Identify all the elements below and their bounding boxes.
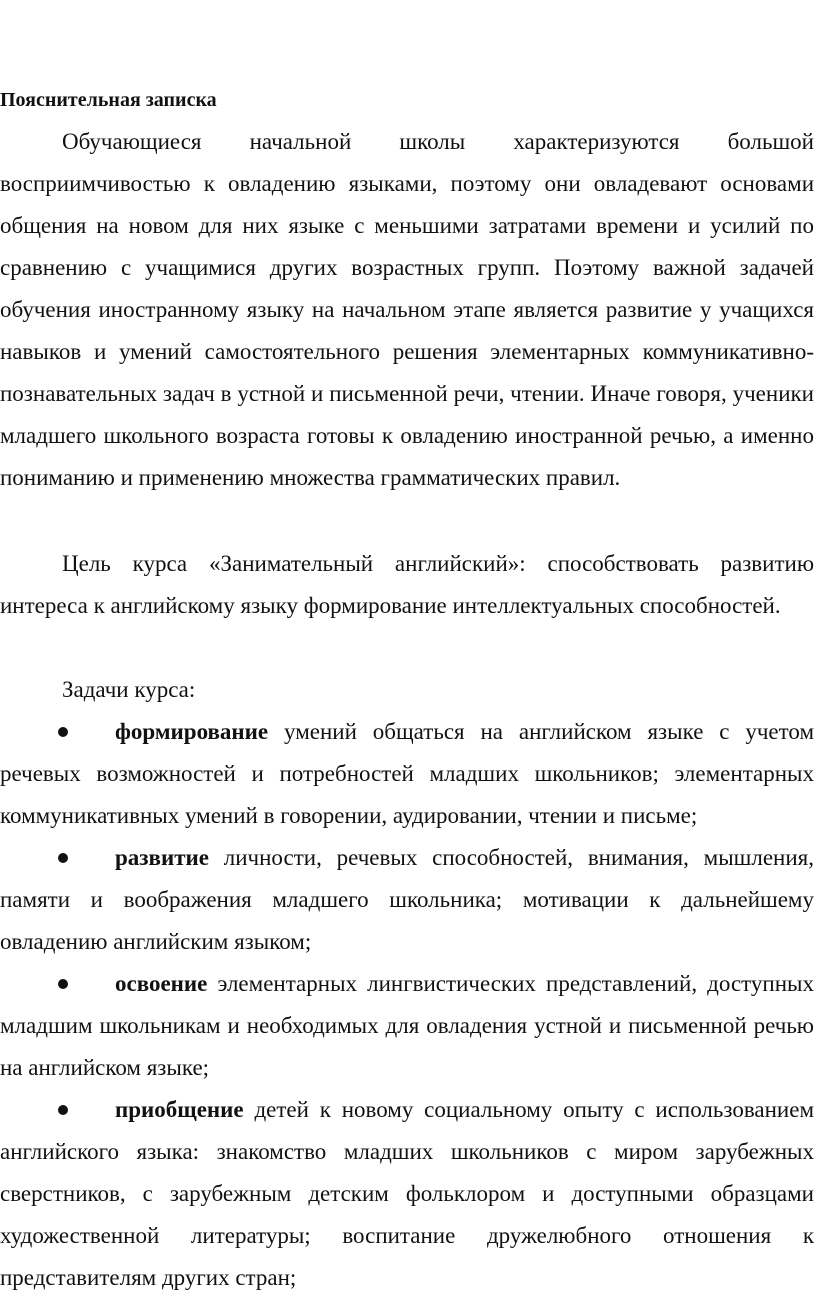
bullet-icon — [58, 721, 71, 734]
list-item — [0, 837, 814, 963]
list-item-keyword: освоение — [115, 971, 208, 996]
paragraph-course-goal: Цель курса «Занимательный английский»: способствовать развитию интереса к английскому языку формирование интеллектуальных способностей. — [0, 551, 814, 618]
list-item-text: личности, речевых способностей, внимания, мышления, памяти и воображения младшего школьника; мотивации к дальнейшему овладению английским языком; — [0, 845, 814, 954]
list-item-keyword: формирование — [115, 719, 269, 744]
list-item-keyword: развитие — [115, 845, 209, 870]
document-title: Пояснительная записка — [0, 89, 217, 111]
paragraph-intro: Обучающиеся начальной школы характеризуются большой восприимчивостью к овладению языками, поэтому они овладевают основами общения на новом для них языке с меньшими затратами времени и усилий по сравнению с учащимися других возрастных групп. Поэтому важной задачей обучения иностранному языку на начальном этапе является развитие у учащихся навыков и умений самостоятельного решения элементарных коммуникативно-познавательных задач в устной и письменной речи, чтении. Иначе говоря, ученики младшего школьного возраста готовы к овладению иностранной речью, а именно пониманию и применению множества грамматических правил. — [0, 129, 814, 490]
list-item-text: элементарных лингвистических представлений, доступных младшим школьникам и необходимых для овладения устной и письменной речью на английском языке; — [0, 971, 814, 1080]
list-item-text: детей к новому социальному опыту с использованием английского языка: знакомство младших школьников с миром зарубежных сверстников, с зарубежным детским фольклором и доступными образцами художественной литературы; воспитание дружелюбного отношения к представителям других стран; — [0, 1097, 814, 1290]
paragraph-tasks-heading: Задачи курса: — [62, 677, 196, 702]
list-item-text: умений общаться на английском языке с учетом речевых возможностей и потребностей младших школьников; элементарных коммуникативных умений в говорении, аудировании, чтении и письме; — [0, 719, 814, 828]
bullet-icon — [58, 973, 71, 986]
bullet-icon — [58, 847, 71, 860]
list-item — [0, 711, 814, 837]
bullet-icon — [58, 1099, 71, 1112]
list-item — [0, 963, 814, 1089]
list-item-keyword: приобщение — [115, 1097, 244, 1122]
list-item — [0, 1089, 814, 1299]
